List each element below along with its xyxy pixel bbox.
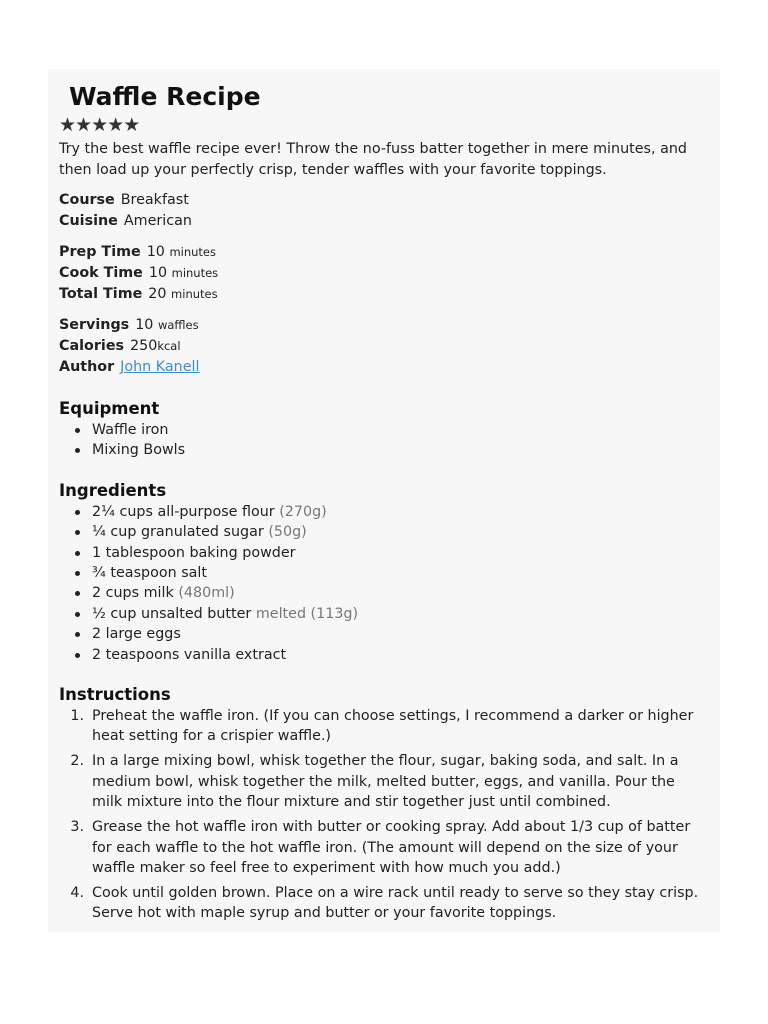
ingredient-text: 1 tablespoon baking powder <box>92 544 296 561</box>
list-item <box>59 522 720 542</box>
list-item <box>59 645 720 665</box>
meta-servings <box>59 315 720 336</box>
list-item <box>59 502 720 522</box>
equipment-heading: Equipment <box>59 399 160 418</box>
star-icon[interactable]: ★ <box>107 114 124 136</box>
step-number: 4. <box>70 884 84 901</box>
meta-label: Servings <box>59 317 130 333</box>
list-item <box>59 563 720 583</box>
ingredient-text: ¾ teaspoon salt <box>92 565 207 582</box>
ingredients-list <box>59 502 720 665</box>
ingredient-note: (480ml) <box>178 585 235 602</box>
rating-stars[interactable] <box>59 115 720 135</box>
instructions-list <box>59 706 699 924</box>
ingredient-note: (270g) <box>279 503 327 520</box>
step-text: Grease the hot waffle iron with butter or cooking spray. Add about 1/3 cup of batter for each waffle to the hot waffle iron. (The amount will depend on the size of your waffle maker so feel free to experiment with how much you add.) <box>92 819 691 876</box>
ingredient-note: (50g) <box>268 524 307 541</box>
step-text: Cook until golden brown. Place on a wire rack until ready to serve so they stay crisp. Serve hot with maple syrup and butter or your favorite toppings. <box>92 884 699 922</box>
meta-unit: minutes <box>171 266 219 280</box>
meta-course <box>59 190 720 211</box>
ingredient-text: ½ cup unsalted butter <box>92 605 252 622</box>
star-icon[interactable]: ★ <box>75 114 92 136</box>
step-text: In a large mixing bowl, whisk together the flour, sugar, baking soda, and salt. In a medium bowl, whisk together the milk, melted butter, eggs, and vanilla. Pour the milk mixture into the flour mixture and stir together just until combined. <box>92 753 679 811</box>
meta-unit: minutes <box>169 245 216 259</box>
recipe-meta <box>59 190 720 378</box>
meta-label: Course <box>59 192 115 208</box>
list-item <box>59 583 720 603</box>
meta-label: Cuisine <box>59 213 118 229</box>
star-icon[interactable]: ★ <box>123 114 140 136</box>
meta-label: Cook Time <box>59 265 143 281</box>
meta-value: 10 <box>146 244 165 260</box>
star-icon[interactable]: ★ <box>59 114 76 136</box>
meta-label: Prep Time <box>59 244 141 260</box>
meta-prep-time <box>59 242 720 263</box>
equipment-list <box>59 420 720 461</box>
meta-total-time <box>59 284 720 305</box>
step-number: 2. <box>70 753 84 770</box>
ingredient-text: 2 large eggs <box>92 626 181 643</box>
list-item <box>59 420 720 440</box>
instruction-step <box>59 751 699 812</box>
recipe-title: Waffle Recipe <box>69 82 261 111</box>
meta-value: Breakfast <box>120 192 189 208</box>
equipment-item-text: Mixing Bowls <box>92 442 186 459</box>
meta-value: 10 <box>148 265 168 281</box>
list-item <box>59 604 720 624</box>
meta-label: Author <box>59 359 115 375</box>
list-item <box>59 440 720 460</box>
meta-value: 10 <box>135 317 154 333</box>
instruction-step <box>59 706 699 747</box>
meta-author <box>59 357 720 378</box>
list-item <box>59 624 720 644</box>
ingredient-text: ¼ cup granulated sugar <box>92 524 264 541</box>
recipe-card <box>48 69 720 932</box>
recipe-summary: Try the best waffle recipe ever! Throw the no-fuss batter together in mere minutes, and then load up your perfectly crisp, tender waffles with your favorite toppings. <box>59 141 687 178</box>
meta-calories <box>59 336 720 357</box>
star-icon[interactable]: ★ <box>91 114 108 136</box>
meta-value: 20 <box>148 286 167 302</box>
step-number: 3. <box>70 819 84 836</box>
ingredient-note: melted (113g) <box>255 605 359 622</box>
ingredients-heading: Ingredients <box>59 480 167 500</box>
list-item <box>59 543 720 563</box>
instructions-heading: Instructions <box>59 685 171 705</box>
meta-label: Total Time <box>59 286 143 302</box>
ingredient-text: 2¼ cups all-purpose flour <box>92 503 275 520</box>
meta-unit: minutes <box>171 287 218 301</box>
meta-unit: waffles <box>157 318 199 332</box>
instruction-step <box>59 817 699 878</box>
step-text: Preheat the waffle iron. (If you can choose settings, I recommend a darker or higher heat setting for a crispier waffle.) <box>92 708 694 745</box>
meta-cook-time <box>59 263 720 284</box>
ingredient-text: 2 cups milk <box>92 585 174 602</box>
meta-label: Calories <box>59 338 125 354</box>
equipment-item-text: Waffle iron <box>92 422 169 438</box>
instruction-step <box>59 883 699 924</box>
ingredient-text: 2 teaspoons vanilla extract <box>92 646 287 663</box>
author-link[interactable]: John Kanell <box>120 359 200 375</box>
meta-cuisine <box>59 211 720 232</box>
step-number: 1. <box>70 708 84 725</box>
meta-unit: kcal <box>157 339 181 353</box>
meta-value: American <box>123 213 192 229</box>
meta-value: 250 <box>130 338 158 354</box>
